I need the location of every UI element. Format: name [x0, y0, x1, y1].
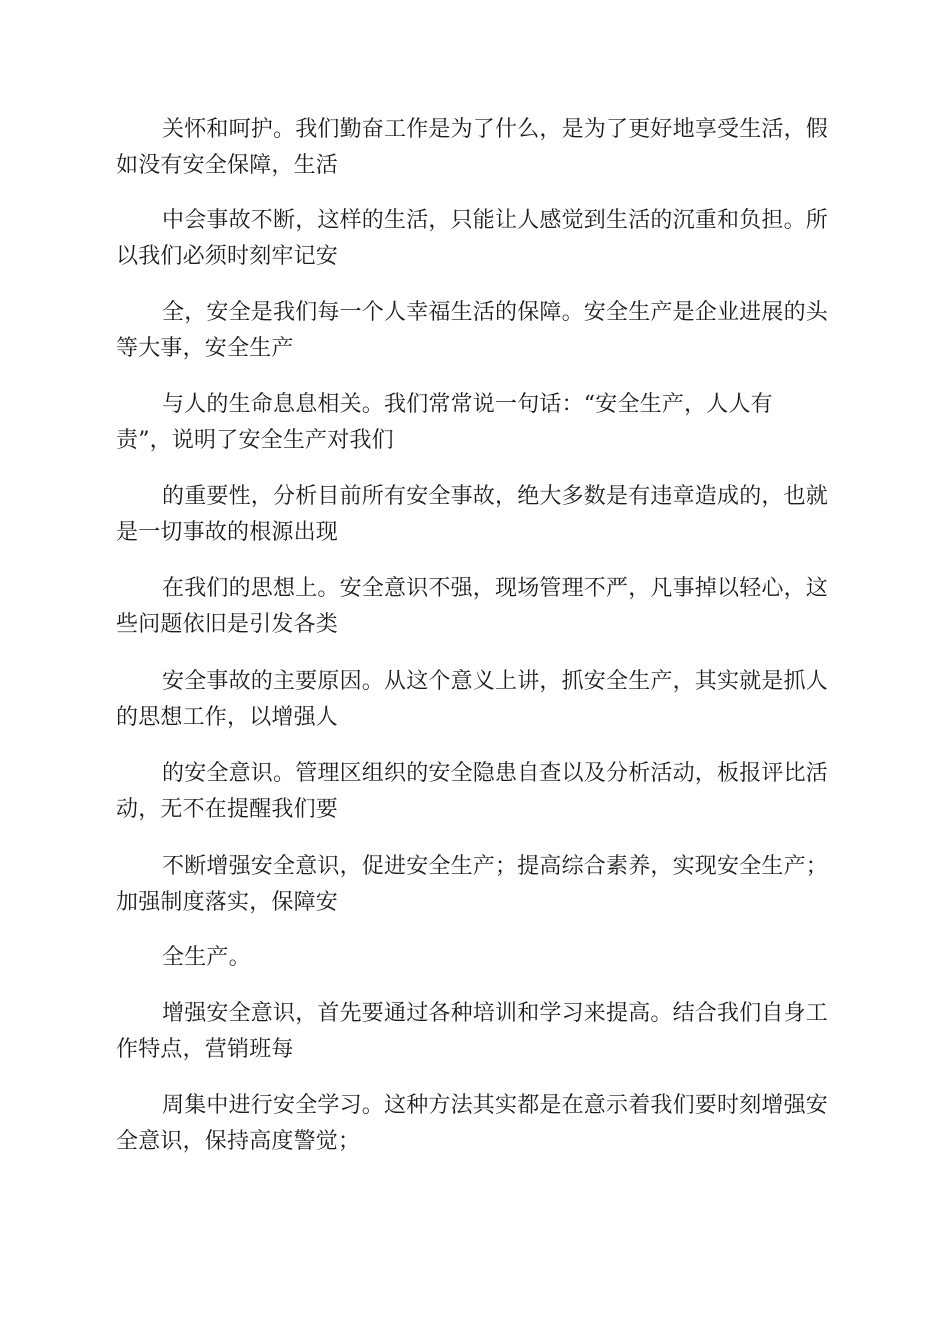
- paragraph-line: 关怀和呵护。我们勤奋工作是为了什么，是为了更好地享受生活，假: [162, 117, 829, 142]
- paragraph-line: 的安全意识。管理区组织的安全隐患自查以及分析活动，板报评比活: [162, 761, 829, 786]
- paragraph-line: 与人的生命息息相关。我们常常说一句话：“安全生产，人人有: [162, 392, 773, 417]
- paragraph-line: 以我们必须时刻牢记安: [116, 244, 339, 269]
- paragraph-line: 的思想工作，以增强人: [116, 705, 339, 730]
- paragraph: [116, 295, 836, 367]
- paragraph-line: 周集中进行安全学习。这种方法其实都是在意示着我们要时刻增强安: [162, 1093, 829, 1118]
- paragraph: [116, 664, 836, 736]
- paragraph-line: 全意识，保持高度警觉；: [116, 1129, 361, 1154]
- paragraph-line: 责”，说明了安全生产对我们: [116, 428, 394, 453]
- paragraph: [116, 203, 836, 275]
- paragraph-line: 动，无不在提醒我们要: [116, 797, 339, 822]
- paragraph-line: 加强制度落实，保障安: [116, 890, 339, 915]
- paragraph-line: 安全事故的主要原因。从这个意义上讲，抓安全生产，其实就是抓人: [162, 669, 829, 694]
- paragraph-line: 是一切事故的根源出现: [116, 520, 339, 545]
- paragraph: [116, 387, 836, 459]
- paragraph-line: 在我们的思想上。安全意识不强，现场管理不严，凡事掉以轻心，这: [162, 576, 829, 601]
- paragraph: [116, 479, 836, 551]
- paragraph-line: 作特点，营销班每: [116, 1037, 294, 1062]
- paragraph: [116, 996, 836, 1068]
- paragraph-line: 些问题依旧是引发各类: [116, 612, 339, 637]
- paragraph-line: 等大事，安全生产: [116, 336, 294, 361]
- paragraph: [116, 112, 836, 184]
- paragraph-line: 不断增强安全意识，促进安全生产；提高综合素养，实现安全生产；: [162, 854, 829, 879]
- paragraph-line: 的重要性，分析目前所有安全事故，绝大多数是有违章造成的，也就: [162, 484, 829, 509]
- paragraph-line: 如没有安全保障，生活: [116, 153, 339, 178]
- paragraph-line: 全生产。: [162, 945, 251, 970]
- paragraph: [116, 571, 836, 643]
- paragraph-line: 全，安全是我们每一个人幸福生活的保障。安全生产是企业进展的头: [162, 300, 829, 325]
- paragraph: [116, 849, 836, 921]
- paragraph: [116, 1088, 836, 1160]
- paragraph-line: 增强安全意识，首先要通过各种培训和学习来提高。结合我们自身工: [162, 1001, 829, 1026]
- paragraph: [116, 940, 836, 976]
- paragraph: [116, 756, 836, 828]
- paragraph-line: 中会事故不断，这样的生活，只能让人感觉到生活的沉重和负担。所: [162, 208, 829, 233]
